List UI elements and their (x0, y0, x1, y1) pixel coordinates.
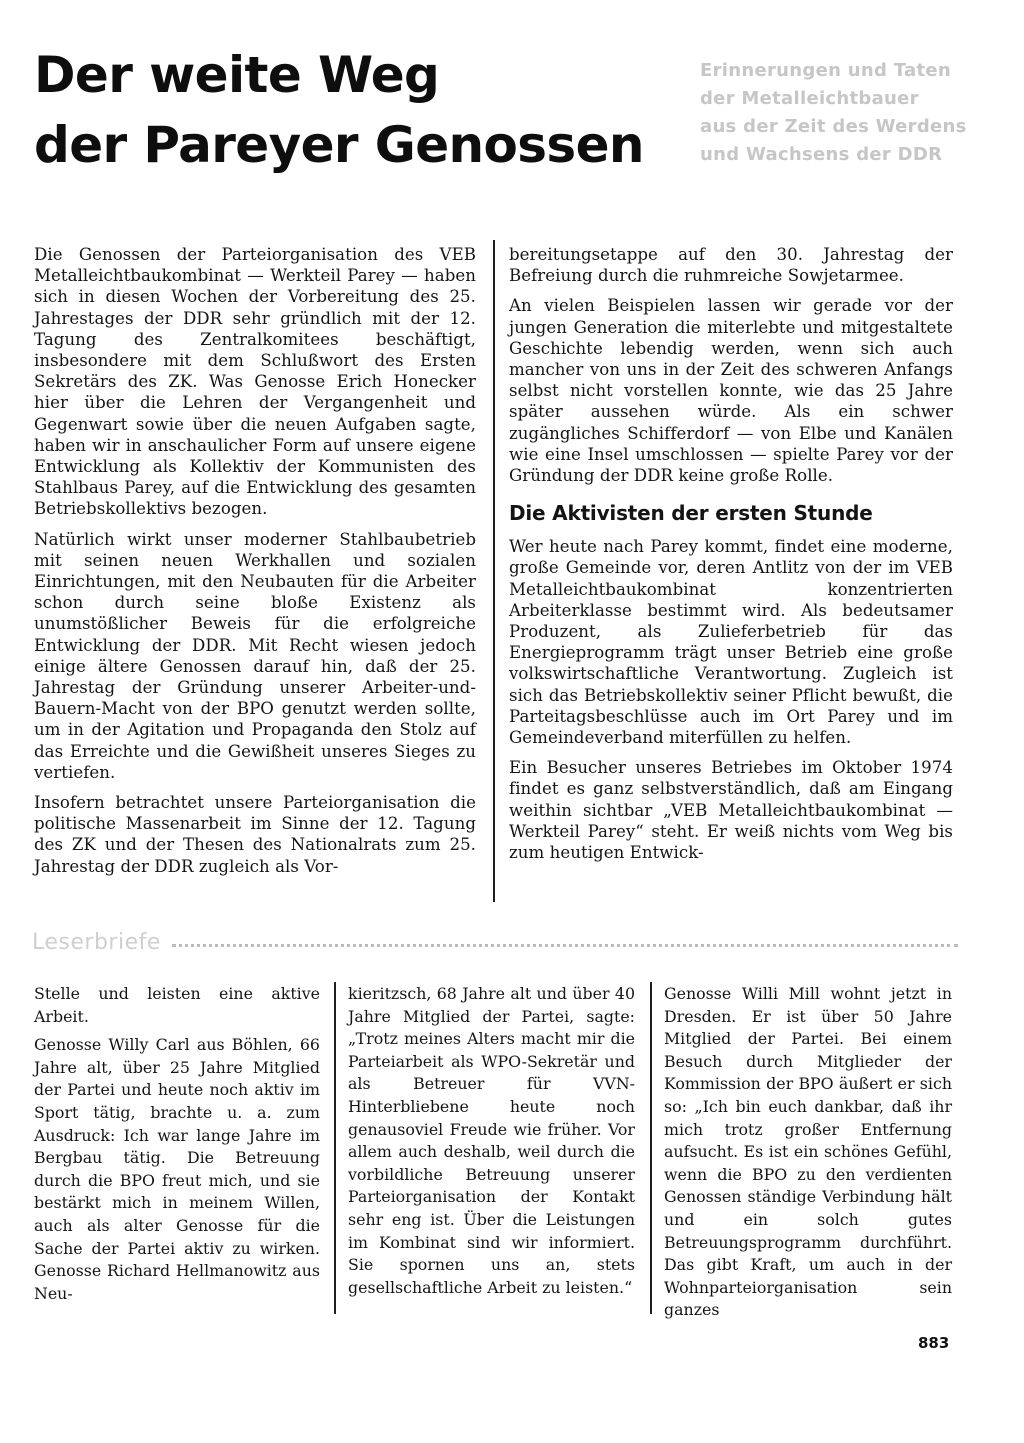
column-divider (650, 982, 652, 1314)
headline-line-2: der Pareyer Genossen (34, 116, 644, 174)
letters-paragraph: Genosse Willy Carl aus Böhlen, 66 Jahre alt, über 25 Jahre Mitglied der Partei und heute noch aktiv im Sport tätig, brachte u. a. zum Ausdruck: Ich war lange Jahre im Bergbau tätig. Die Betreuung durch die BPO freut mich, und sie bestärkt mich in meinem Willen, auch als alter Genosse für die Sache der Partei aktiv zu wirken. Genosse Richard Hellmanowitz aus Neu- (34, 1035, 320, 1303)
section-heading: Die Aktivisten der ersten Stunde (509, 501, 873, 526)
article-column-2 (509, 244, 953, 872)
article-paragraph: bereitungsetappe auf den 30. Jahrestag der Befreiung durch die ruhmreiche Sowjetarmee. (509, 245, 953, 286)
letters-paragraph: kieritzsch, 68 Jahre alt und über 40 Jahre Mitglied der Partei, sagte: „Trotz meines Alters macht mir die Parteiarbeit als WPO-Sekretär und als Betreuer für VVN-Hinterbliebene heute noch genausoviel Freude wie früher. Vor allem auch deshalb, weil durch die vorbildliche Betreuung unserer Parteiorganisation der Kontakt sehr eng ist. Über die Leistungen im Kombinat sind wir informiert. Sie spornen uns an, stets gesellschaftliche Arbeit zu leisten.“ (348, 984, 635, 1297)
letters-column-1 (34, 983, 320, 1311)
article-paragraph: An vielen Beispielen lassen wir gerade vor der jungen Generation die miterlebte und mitgestaltete Geschichte lebendig werden, wenn sich auch mancher von uns in der Zeit des schweren Anfangs selbst nicht vorstellen konnte, wie das 25 Jahre später aussehen würde. Als ein schwer zugängliches Schifferdorf — von Elbe und Kanälen wie eine Insel umschlossen — spielte Parey vor der Gründung der DDR keine große Rolle. (509, 296, 953, 486)
letters-section-rule (172, 944, 958, 947)
subtitle-line-1: Erinnerungen und Taten (700, 60, 951, 81)
subtitle (700, 57, 980, 169)
column-divider (334, 982, 336, 1314)
article-paragraph: Ein Besucher unseres Betriebes im Oktober 1974 findet es ganz selbstverständlich, daß am Eingang weithin sichtbar „VEB Metalleichtbaukombinat — Werkteil Parey“ steht. Er weiß nichts vom Weg bis zum heutigen Entwick- (509, 758, 953, 863)
article-paragraph: Insofern betrachtet unsere Parteiorganisation die politische Massenarbeit im Sinne der 12. Tagung des ZK und der Thesen des Nationalrats zum 25. Jahrestag der DDR zugleich als Vor- (34, 793, 476, 876)
headline-line-1: Der weite Weg (34, 46, 440, 104)
subtitle-line-3: aus der Zeit des Werdens (700, 116, 967, 137)
subtitle-line-4: und Wachsens der DDR (700, 144, 943, 165)
page-number: 883 (918, 1334, 950, 1352)
article-paragraph: Die Genossen der Parteiorganisation des VEB Metalleichtbaukombinat — Werkteil Parey — haben sich in diesen Wochen der Vorbereitung des 25. Jahrestages der DDR sehr gründlich mit der 12. Tagung des Zentralkomitees beschäftigt, insbesondere mit dem Schlußwort des Ersten Sekretärs des ZK. Was Genosse Erich Honecker hier über die Lehren der Vergangenheit und Gegenwart sowie über die neuen Aufgaben sagte, haben wir in anschaulicher Form auf unsere eigene Entwicklung als Kollektiv der Kommunisten des Stahlbaus Parey, auf die Entwicklung des gesamten Betriebskollektivs bezogen. (34, 245, 476, 519)
headline (34, 40, 684, 180)
article-column-1 (34, 244, 476, 886)
letters-paragraph: Genosse Willi Mill wohnt jetzt in Dresden. Er ist über 50 Jahre Mitglied der Partei. Bei einem Besuch durch Mitglieder der Kommission der BPO äußert er sich so: „Ich bin euch dankbar, daß ihr mich trotz großer Entfernung aufsucht. Es ist ein schönes Gefühl, wenn die BPO zu den verdienten Genossen ständige Verbindung hält und ein solch gutes Betreuungsprogramm durchführt. Das gibt Kraft, um auch in der Wohnparteiorganisation sein ganzes (664, 984, 952, 1320)
article-paragraph: Natürlich wirkt unser moderner Stahlbaubetrieb mit seinen neuen Werkhallen und sozialen Einrichtungen, mit den Neubauten für die Arbeiter schon durch seine bloße Existenz als unumstößlicher Beweis für die erfolgreiche Entwicklung der DDR. Mit Recht wiesen jedoch einige ältere Genossen darauf hin, daß der 25. Jahrestag der Gründung unserer Arbeiter-und-Bauern-Macht von der BPO genutzt werden sollte, um in der Agitation und Propaganda den Stolz auf das Erreichte und die Gewißheit unseres Sieges zu vertiefen. (34, 529, 476, 782)
subtitle-line-2: der Metalleichtbauer (700, 88, 919, 109)
letters-column-3 (664, 983, 952, 1328)
letters-section-label: Leserbriefe (32, 930, 161, 955)
letters-paragraph: Stelle und leisten eine aktive Arbeit. (34, 984, 320, 1026)
column-divider (493, 240, 495, 902)
letters-column-2 (348, 983, 635, 1305)
article-paragraph: Wer heute nach Parey kommt, findet eine moderne, große Gemeinde vor, deren Antlitz von der im VEB Metalleichtbaukombinat konzentrierten Arbeiterklasse bestimmt wird. Als bedeutsamer Produzent, als Zulieferbetrieb für das Energieprogramm trägt unser Betrieb eine große volkswirtschaftliche Verantwortung. Zugleich ist sich das Betriebskollektiv seiner Pflicht bewußt, die Parteitagsbeschlüsse auch im Ort Parey und im Gemeindeverband miterfüllen zu helfen. (509, 537, 953, 748)
